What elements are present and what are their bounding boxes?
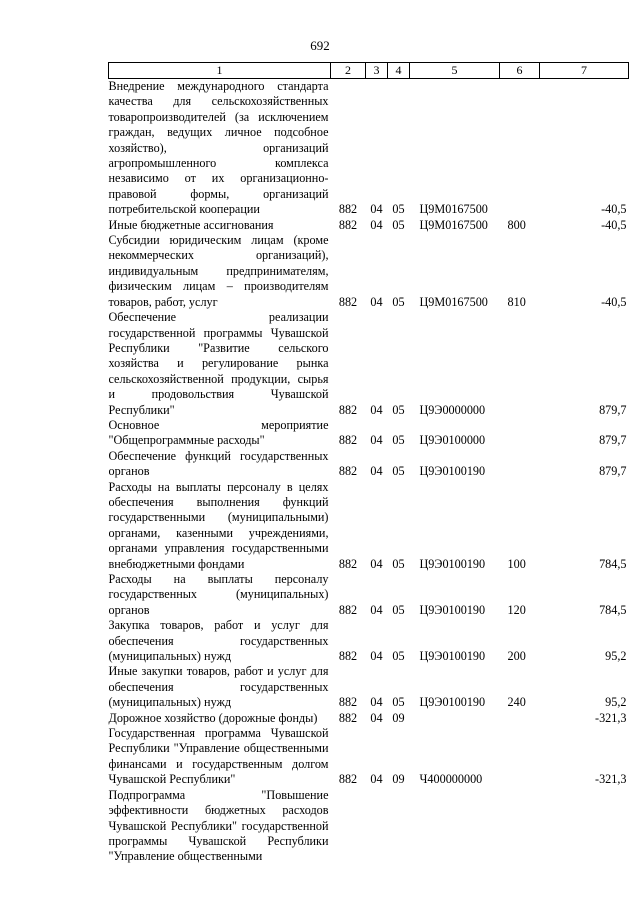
row-cell-c3: 04 [370, 649, 383, 664]
row-cell-c7: 784,5 [599, 602, 627, 617]
row-cell-c4: 05 [392, 202, 405, 217]
row-cell-c2: 882 [338, 695, 358, 710]
row-cell-c5: Ц9Э0100190 [419, 649, 486, 664]
row-cell-c4: 05 [392, 602, 405, 617]
row-cell-c4: 05 [392, 556, 405, 571]
row-cell-c7: -40,5 [601, 202, 627, 217]
row-description: Подпрограмма "Повышение эффективности бюджетных расходов Чувашской Республики" государственной программы Чувашской Республики "Управление общественными [108, 787, 329, 864]
row-description: Дорожное хозяйство (дорожные фонды) [108, 710, 318, 725]
row-cell-c2 [331, 788, 366, 865]
row-cell-c6 [500, 726, 540, 788]
row-cell-c6: 240 [507, 695, 526, 710]
table-row [109, 618, 629, 664]
row-cell-c4: 05 [392, 294, 405, 309]
row-cell-c7: -321,3 [595, 772, 627, 787]
row-cell-c3: 04 [370, 695, 383, 710]
column-header: 1 [109, 63, 331, 79]
row-cell-c7: -321,3 [595, 710, 627, 725]
row-cell-c4: 05 [392, 217, 405, 232]
row-cell-c7: 95,2 [605, 695, 627, 710]
table-row [109, 418, 629, 449]
row-cell-c3: 04 [370, 402, 383, 417]
row-cell-c5: Ц9Э0100190 [419, 695, 486, 710]
row-cell-c6 [500, 788, 540, 865]
row-cell-c5: Ц9Э0100190 [419, 602, 486, 617]
row-cell-c3: 04 [370, 433, 383, 448]
table-row [109, 480, 629, 572]
row-cell-c6: 200 [507, 649, 526, 664]
row-cell-c2: 882 [338, 710, 358, 725]
column-header: 2 [331, 63, 366, 79]
row-description: Государственная программа Чувашской Республики "Управление общественными финансами и государственным долгом Чувашской Республики" [108, 726, 329, 787]
table-row [109, 218, 629, 233]
row-description: Обеспечение функций государственных органов [108, 448, 329, 479]
row-cell-c4: 05 [392, 433, 405, 448]
row-cell-c3 [366, 788, 388, 865]
column-number-header [109, 63, 629, 79]
row-cell-c7: 879,7 [599, 464, 627, 479]
row-description: Внедрение международного стандарта качества для сельскохозяйственных товаропроизводителей (за исключением граждан, ведущих личное подсобное хозяйство), организаций агропромышленного комплекса независимо от их организационно-правовой формы, организаций потребительской кооперации [108, 79, 329, 217]
row-description: Иные бюджетные ассигнования [108, 217, 274, 232]
row-cell-c7 [540, 788, 629, 865]
row-cell-c2: 882 [338, 217, 358, 232]
row-description: Расходы на выплаты персоналу государственных (муниципальных) органов [108, 572, 329, 617]
row-cell-c5: Ц9Э0000000 [419, 402, 486, 417]
table-row [109, 310, 629, 418]
page-number: 692 [310, 38, 330, 53]
row-cell-c2: 882 [338, 556, 358, 571]
budget-table [108, 62, 629, 865]
row-cell-c2: 882 [338, 402, 358, 417]
table-row [109, 572, 629, 618]
row-description: Обеспечение реализации государственной программы Чувашской Республики "Развитие сельского хозяйства и регулирование рынка сельскохозяйственной продукции, сырья и продовольствия Чувашской Республики" [108, 310, 329, 417]
row-cell-c2: 882 [338, 464, 358, 479]
column-header: 6 [500, 63, 540, 79]
row-cell-c3: 04 [370, 202, 383, 217]
row-cell-c4: 09 [392, 772, 405, 787]
column-header: 7 [540, 63, 629, 79]
row-cell-c5 [410, 711, 500, 726]
row-cell-c3: 04 [370, 556, 383, 571]
row-description: Закупка товаров, работ и услуг для обеспечения государственных (муниципальных) нужд [108, 618, 329, 664]
column-header: 5 [410, 63, 500, 79]
row-cell-c2: 882 [338, 294, 358, 309]
row-cell-c3: 04 [370, 217, 383, 232]
row-cell-c7: 879,7 [599, 433, 627, 448]
table-row [109, 79, 629, 218]
row-cell-c5: Ц9М0167500 [419, 217, 488, 232]
row-cell-c6 [500, 79, 540, 218]
row-cell-c5: Ц9Э0100000 [419, 433, 486, 448]
row-cell-c4 [388, 788, 410, 865]
row-cell-c5: Ц9М0167500 [419, 202, 488, 217]
row-cell-c7: -40,5 [601, 217, 627, 232]
row-cell-c4: 09 [392, 710, 405, 725]
row-cell-c6: 100 [507, 556, 526, 571]
row-cell-c6 [500, 418, 540, 449]
row-description: Иные закупки товаров, работ и услуг для обеспечения государственных (муниципальных) нужд [108, 664, 329, 710]
row-cell-c7: 95,2 [605, 649, 627, 664]
row-cell-c7: 784,5 [599, 556, 627, 571]
table-row [109, 449, 629, 480]
row-cell-c4: 05 [392, 649, 405, 664]
row-cell-c6 [500, 310, 540, 418]
row-cell-c6 [500, 711, 540, 726]
table-row [109, 788, 629, 865]
column-header: 4 [388, 63, 410, 79]
row-cell-c3: 04 [370, 772, 383, 787]
row-description: Расходы на выплаты персоналу в целях обеспечения выполнения функций государственными (муниципальными) органами, казенными учреждениями, органами управления государственными внебюджетными фондами [108, 479, 329, 571]
row-cell-c3: 04 [370, 464, 383, 479]
table-row [109, 664, 629, 710]
row-cell-c2: 882 [338, 202, 358, 217]
row-cell-c6: 800 [507, 217, 526, 232]
table-row [109, 233, 629, 310]
row-cell-c7: 879,7 [599, 402, 627, 417]
row-cell-c5: Ч400000000 [419, 772, 483, 787]
row-cell-c5: Ц9М0167500 [419, 294, 488, 309]
column-header: 3 [366, 63, 388, 79]
row-cell-c7: -40,5 [601, 294, 627, 309]
row-description: Основное мероприятие "Общепрограммные расходы" [108, 417, 329, 448]
table-row [109, 726, 629, 788]
table-row [109, 711, 629, 726]
row-cell-c3: 04 [370, 602, 383, 617]
row-cell-c2: 882 [338, 772, 358, 787]
row-cell-c3: 04 [370, 294, 383, 309]
row-cell-c6: 810 [507, 294, 526, 309]
row-cell-c2: 882 [338, 649, 358, 664]
row-cell-c4: 05 [392, 464, 405, 479]
row-cell-c5 [410, 788, 500, 865]
row-description: Субсидии юридическим лицам (кроме некоммерческих организаций), индивидуальным предпринимателям, физическим лицам – производителям товаров, работ, услуг [108, 233, 329, 309]
row-cell-c6 [500, 449, 540, 480]
row-cell-c4: 05 [392, 695, 405, 710]
row-cell-c3: 04 [370, 710, 383, 725]
row-cell-c6: 120 [507, 602, 526, 617]
row-cell-c5: Ц9Э0100190 [419, 464, 486, 479]
row-cell-c2: 882 [338, 602, 358, 617]
row-cell-c5: Ц9Э0100190 [419, 556, 486, 571]
row-cell-c2: 882 [338, 433, 358, 448]
row-cell-c4: 05 [392, 402, 405, 417]
